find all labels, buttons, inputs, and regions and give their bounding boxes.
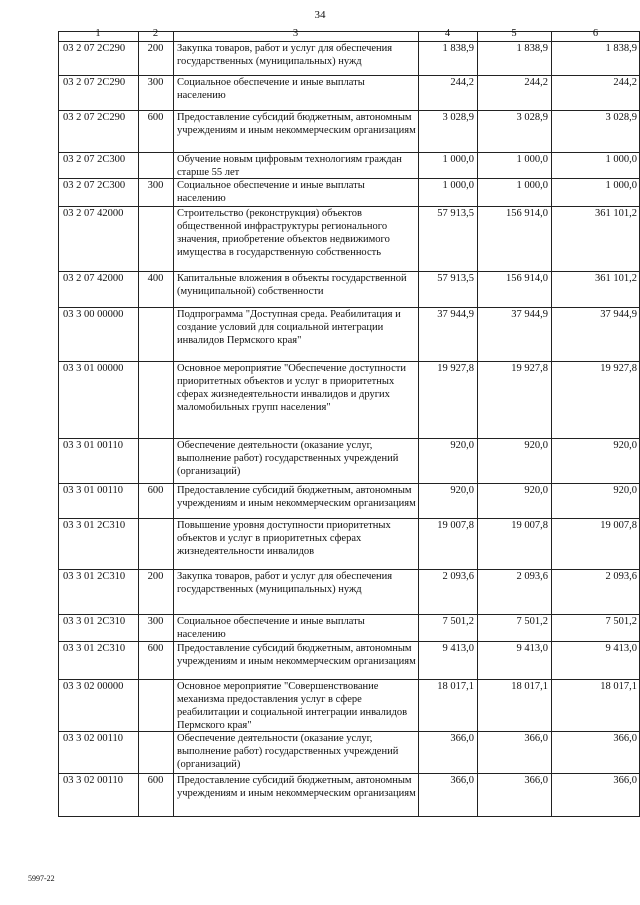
row-description: Повышение уровня доступности приоритетных объектов и услуг в приоритетных сферах жизнедеятельности инвалидов (177, 520, 391, 557)
row-type-code (138, 152, 173, 178)
row-description: Обеспечение деятельности (оказание услуг, выполнение работ) государственных учреждений (организаций) (177, 440, 399, 477)
row-code: 03 3 01 00000 (63, 363, 124, 374)
row-value-col-5: 9 413,0 (516, 643, 548, 654)
row-value-col-5: 1 838,9 (516, 43, 548, 54)
row-value-col-5: 1 000,0 (516, 154, 548, 165)
row-description: Обучение новым цифровым технологиям граждан старше 55 лет (177, 154, 402, 178)
row-code: 03 3 01 00110 (63, 440, 123, 451)
row-code: 03 2 07 2С300 (63, 180, 126, 191)
row-value-col-5: 244,2 (524, 77, 548, 88)
row-value-col-6: 366,0 (613, 733, 637, 744)
row-value-col-4: 920,0 (450, 440, 474, 451)
header-col-5: 5 (511, 28, 517, 39)
row-code: 03 3 01 2С310 (63, 643, 126, 654)
row-value-col-6: 920,0 (613, 440, 637, 451)
row-type-code: 300 (147, 616, 164, 627)
row-code: 03 2 07 2С290 (63, 112, 126, 123)
row-type-code (138, 679, 173, 731)
row-value-col-6: 1 838,9 (605, 43, 637, 54)
row-type-code (138, 731, 173, 773)
row-code: 03 2 07 2С300 (63, 154, 126, 165)
row-value-col-6: 19 007,8 (600, 520, 637, 531)
row-description: Предоставление субсидий бюджетным, автономным учреждениям и иным некоммерческим организациям (177, 775, 416, 799)
row-value-col-6: 19 927,8 (600, 363, 637, 374)
row-code: 03 3 01 2С310 (63, 571, 126, 582)
row-value-col-6: 361 101,2 (595, 273, 637, 284)
row-type-code: 600 (147, 643, 164, 654)
row-description: Закупка товаров, работ и услуг для обеспечения государственных (муниципальных) нужд (177, 571, 393, 595)
row-value-col-5: 19 927,8 (511, 363, 548, 374)
row-value-col-5: 37 944,9 (511, 309, 548, 320)
row-description: Основное мероприятие "Совершенствование механизма предоставления услуг в сфере реабилитации и социальной интеграции инвалидов Пермского края" (177, 681, 408, 731)
table-grid-line (58, 816, 640, 817)
row-value-col-4: 18 017,1 (437, 681, 474, 692)
row-value-col-4: 19 927,8 (437, 363, 474, 374)
row-value-col-4: 57 913,5 (437, 273, 474, 284)
row-type-code (138, 206, 173, 271)
row-value-col-6: 244,2 (613, 77, 637, 88)
row-code: 03 2 07 42000 (63, 273, 124, 284)
row-value-col-4: 1 000,0 (442, 180, 474, 191)
row-type-code: 200 (147, 43, 164, 54)
row-code: 03 3 01 00110 (63, 485, 123, 496)
row-value-col-5: 1 000,0 (516, 180, 548, 191)
row-value-col-5: 2 093,6 (516, 571, 548, 582)
row-value-col-4: 3 028,9 (442, 112, 474, 123)
row-value-col-4: 1 838,9 (442, 43, 474, 54)
header-col-1: 1 (95, 28, 101, 39)
row-description: Обеспечение деятельности (оказание услуг, выполнение работ) государственных учреждений (организаций) (177, 733, 399, 770)
row-value-col-4: 19 007,8 (437, 520, 474, 531)
header-col-4: 4 (444, 28, 451, 39)
row-type-code (138, 307, 173, 361)
row-value-col-5: 156 914,0 (506, 273, 548, 284)
budget-table (58, 28, 640, 816)
row-value-col-6: 9 413,0 (605, 643, 637, 654)
row-value-col-4: 244,2 (450, 77, 474, 88)
row-type-code: 600 (147, 775, 164, 786)
row-description: Социальное обеспечение и иные выплаты населению (177, 180, 365, 204)
row-value-col-4: 920,0 (450, 485, 474, 496)
row-description: Предоставление субсидий бюджетным, автономным учреждениям и иным некоммерческим организациям (177, 112, 416, 136)
row-code: 03 3 01 2С310 (63, 616, 126, 627)
header-col-6: 6 (592, 28, 599, 39)
row-value-col-4: 2 093,6 (442, 571, 474, 582)
row-value-col-6: 1 000,0 (605, 154, 637, 165)
row-value-col-6: 361 101,2 (595, 208, 637, 219)
row-type-code: 300 (147, 180, 164, 191)
row-value-col-6: 366,0 (613, 775, 637, 786)
row-code: 03 2 07 42000 (63, 208, 124, 219)
row-value-col-6: 7 501,2 (605, 616, 637, 627)
row-code: 03 2 07 2С290 (63, 77, 126, 88)
row-value-col-6: 2 093,6 (605, 571, 637, 582)
row-value-col-4: 1 000,0 (442, 154, 474, 165)
row-value-col-5: 156 914,0 (506, 208, 548, 219)
row-value-col-5: 366,0 (524, 775, 548, 786)
page-number: 34 (314, 9, 326, 21)
row-value-col-4: 7 501,2 (442, 616, 474, 627)
row-value-col-4: 366,0 (450, 733, 474, 744)
row-type-code (138, 361, 173, 438)
row-value-col-5: 920,0 (524, 485, 548, 496)
row-type-code: 300 (147, 77, 164, 88)
row-value-col-4: 37 944,9 (437, 309, 474, 320)
row-type-code (138, 438, 173, 483)
row-code: 03 3 02 00110 (63, 775, 123, 786)
row-value-col-4: 9 413,0 (442, 643, 474, 654)
row-code: 03 3 02 00000 (63, 681, 124, 692)
row-value-col-5: 920,0 (524, 440, 548, 451)
row-type-code: 400 (147, 273, 164, 284)
row-description: Строительство (реконструкция) объектов общественной инфраструктуры регионального значения, приобретение объектов недвижимого имущества в государственную собственность (177, 208, 390, 258)
row-value-col-5: 19 007,8 (511, 520, 548, 531)
row-code: 03 2 07 2С290 (63, 43, 126, 54)
row-code: 03 3 00 00000 (63, 309, 124, 320)
footer-code: 5997-22 (28, 874, 55, 883)
row-type-code: 200 (147, 571, 164, 582)
row-value-col-4: 366,0 (450, 775, 474, 786)
row-value-col-5: 18 017,1 (511, 681, 548, 692)
row-description: Подпрограмма "Доступная среда. Реабилитация и создание условий для социальной интеграции инвалидов Пермского края" (177, 309, 401, 346)
row-code: 03 3 01 2С310 (63, 520, 126, 531)
row-description: Капитальные вложения в объекты государственной (муниципальной) собственности (177, 273, 407, 297)
row-value-col-5: 7 501,2 (516, 616, 548, 627)
row-value-col-5: 3 028,9 (516, 112, 548, 123)
row-value-col-4: 57 913,5 (437, 208, 474, 219)
row-description: Предоставление субсидий бюджетным, автономным учреждениям и иным некоммерческим организациям (177, 485, 416, 509)
row-value-col-6: 920,0 (613, 485, 637, 496)
row-value-col-6: 37 944,9 (600, 309, 637, 320)
row-value-col-6: 3 028,9 (605, 112, 637, 123)
row-value-col-6: 1 000,0 (605, 180, 637, 191)
row-description: Социальное обеспечение и иные выплаты населению (177, 77, 365, 101)
row-type-code: 600 (147, 485, 164, 496)
row-type-code (138, 518, 173, 569)
row-description: Предоставление субсидий бюджетным, автономным учреждениям и иным некоммерческим организациям (177, 643, 416, 667)
row-description: Социальное обеспечение и иные выплаты населению (177, 616, 365, 640)
row-value-col-5: 366,0 (524, 733, 548, 744)
row-type-code: 600 (147, 112, 164, 123)
header-col-2: 2 (152, 28, 159, 39)
row-code: 03 3 02 00110 (63, 733, 123, 744)
header-col-3: 3 (292, 28, 299, 39)
row-description: Основное мероприятие "Обеспечение доступности приоритетных объектов и услуг в приоритетных сферах жизнедеятельности инвалидов и других маломобильных групп населения" (177, 363, 406, 413)
row-description: Закупка товаров, работ и услуг для обеспечения государственных (муниципальных) нужд (177, 43, 393, 67)
row-value-col-6: 18 017,1 (600, 681, 637, 692)
